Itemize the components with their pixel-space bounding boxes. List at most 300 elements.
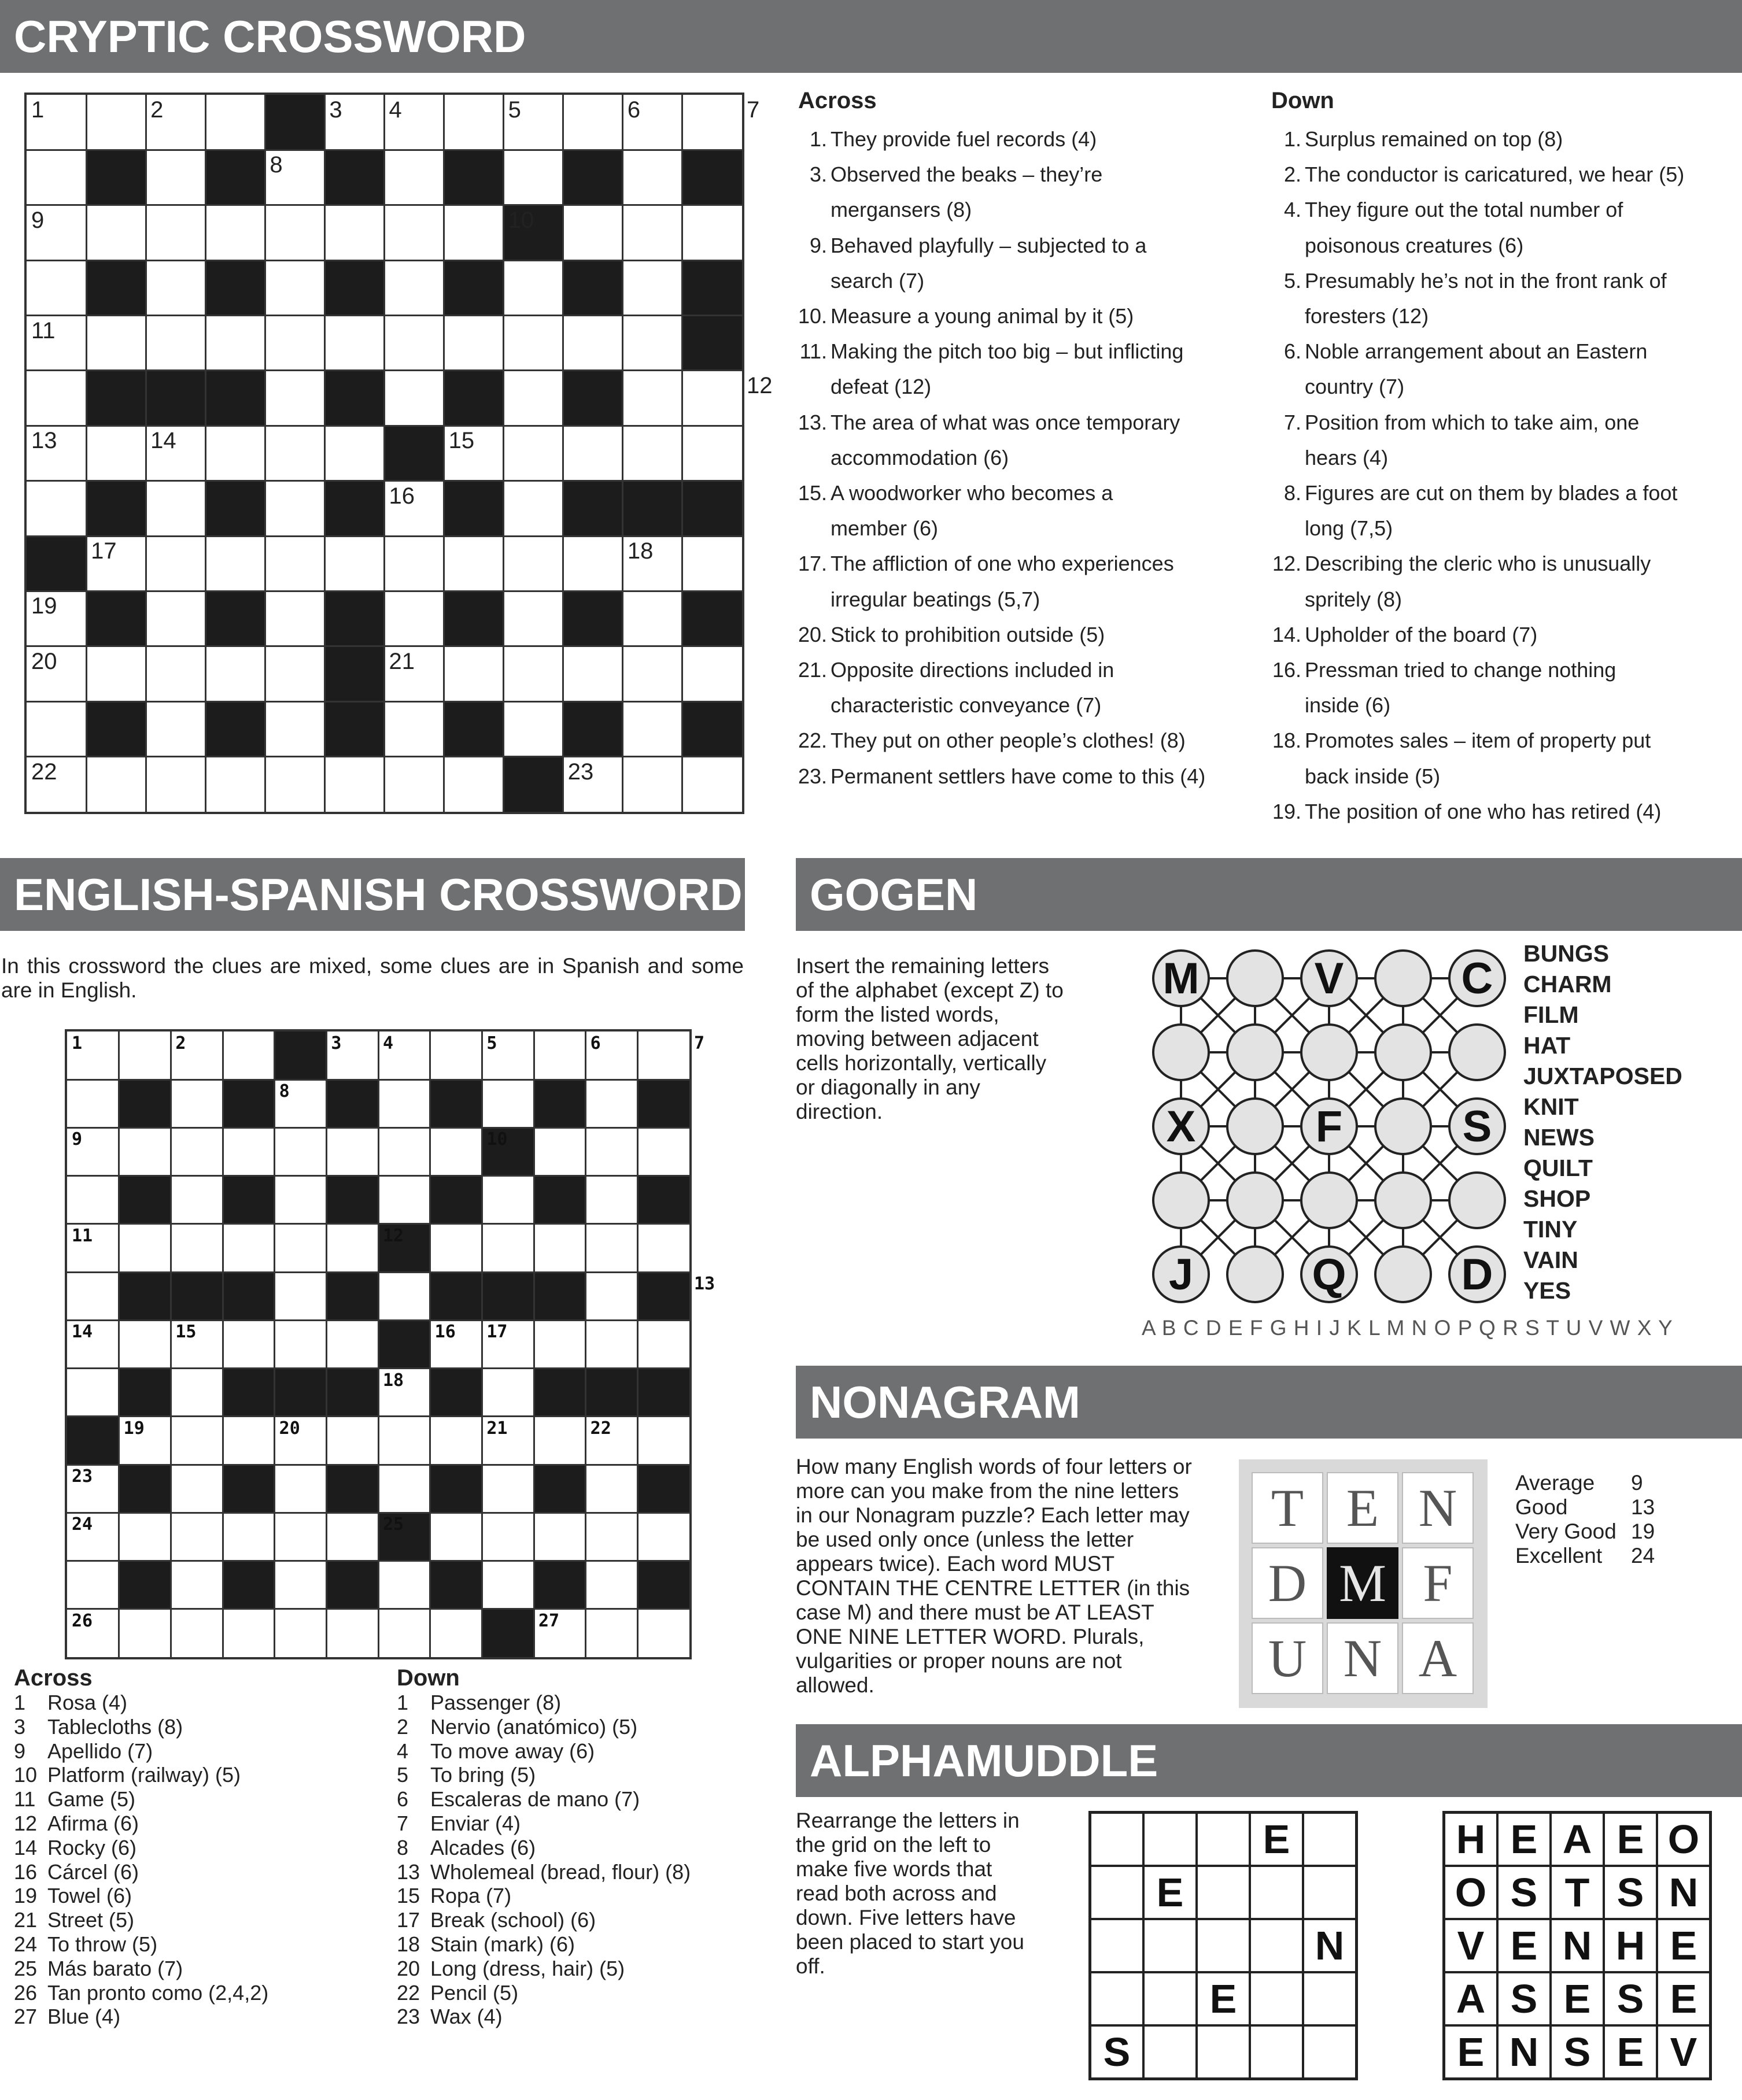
gogen-cell[interactable] xyxy=(1374,1023,1432,1081)
cryptic-cell[interactable] xyxy=(265,646,325,702)
spanish-black-cell xyxy=(637,1079,689,1128)
cryptic-cell[interactable] xyxy=(563,536,623,591)
spanish-cell[interactable] xyxy=(378,1465,430,1513)
cryptic-across-clue-num: 3. xyxy=(809,162,827,187)
spanish-cell[interactable] xyxy=(326,1320,378,1369)
spanish-cell[interactable] xyxy=(430,1417,482,1465)
cryptic-clue-number: 15 xyxy=(448,428,475,454)
spanish-cell[interactable] xyxy=(430,1031,482,1080)
cryptic-down-clue-num: 7. xyxy=(1283,410,1301,434)
cryptic-cell[interactable] xyxy=(86,205,146,261)
spanish-cell[interactable] xyxy=(275,1561,327,1610)
spanish-cell[interactable] xyxy=(67,1561,119,1610)
cryptic-cell[interactable] xyxy=(444,95,504,150)
cryptic-cell[interactable] xyxy=(385,150,445,205)
spanish-cell[interactable] xyxy=(586,1561,638,1610)
spanish-cell[interactable] xyxy=(378,1272,430,1321)
cryptic-cell[interactable] xyxy=(563,316,623,371)
cryptic-down-clue-num: 12. xyxy=(1272,552,1301,576)
gogen-cell[interactable] xyxy=(1374,1245,1432,1303)
spanish-title: ENGLISH-SPANISH CROSSWORD xyxy=(14,869,743,920)
spanish-cell[interactable] xyxy=(275,1465,327,1513)
cryptic-cell[interactable] xyxy=(146,481,206,537)
spanish-cell[interactable] xyxy=(275,1127,327,1176)
spanish-cell[interactable] xyxy=(171,1369,223,1417)
spanish-cell[interactable] xyxy=(171,1513,223,1561)
cryptic-black-cell xyxy=(444,701,504,757)
gogen-cell[interactable] xyxy=(1374,949,1432,1007)
cryptic-cell[interactable] xyxy=(682,426,743,481)
cryptic-cell[interactable] xyxy=(504,481,564,537)
cryptic-black-cell xyxy=(563,371,623,426)
cryptic-cell[interactable] xyxy=(146,701,206,757)
cryptic-clue-number: 9 xyxy=(31,207,45,233)
gogen-cell: C xyxy=(1448,949,1506,1007)
spanish-cell[interactable] xyxy=(378,1176,430,1225)
cryptic-down-clue-text: Promotes sales – item of property put xyxy=(1305,729,1651,753)
spanish-cell[interactable] xyxy=(275,1176,327,1225)
cryptic-cell[interactable] xyxy=(265,316,325,371)
cryptic-cell[interactable] xyxy=(146,757,206,812)
spanish-header xyxy=(0,858,745,931)
gogen-cell[interactable] xyxy=(1226,1023,1284,1081)
cryptic-cell[interactable] xyxy=(324,205,385,261)
cryptic-cell[interactable] xyxy=(385,757,445,812)
cryptic-cell[interactable] xyxy=(27,371,87,426)
alphamuddle-left-cell[interactable] xyxy=(1303,2025,1356,2079)
gogen-cell[interactable] xyxy=(1300,1171,1358,1229)
cryptic-cell[interactable] xyxy=(265,481,325,537)
spanish-clue-number: 16 xyxy=(434,1322,456,1343)
spanish-cell[interactable] xyxy=(482,1079,534,1128)
cryptic-cell[interactable] xyxy=(444,205,504,261)
spanish-cell[interactable] xyxy=(275,1609,327,1658)
cryptic-cell[interactable] xyxy=(385,701,445,757)
alphamuddle-left-cell[interactable] xyxy=(1090,1972,1143,2025)
spanish-cell[interactable] xyxy=(482,1176,534,1225)
cryptic-cell[interactable] xyxy=(385,316,445,371)
spanish-black-cell xyxy=(223,1079,275,1128)
cryptic-down-clue-text: The conductor is caricatured, we hear (5) xyxy=(1305,162,1685,187)
spanish-cell[interactable] xyxy=(534,1224,586,1273)
cryptic-cell[interactable] xyxy=(504,591,564,646)
cryptic-cell[interactable] xyxy=(205,536,265,591)
spanish-cell[interactable] xyxy=(223,1513,275,1561)
gogen-cell[interactable] xyxy=(1374,1097,1432,1155)
cryptic-down-clue-text: back inside (5) xyxy=(1305,764,1441,788)
spanish-black-cell xyxy=(326,1176,378,1225)
nonagram-score-row xyxy=(1515,1471,1666,1495)
alphamuddle-right-cell: E xyxy=(1604,2025,1657,2079)
cryptic-cell[interactable] xyxy=(623,646,683,702)
spanish-across-clue-num: 9 xyxy=(14,1739,26,1763)
spanish-cell[interactable] xyxy=(67,1176,119,1225)
spanish-clue-number: 27 xyxy=(538,1610,560,1631)
cryptic-cell[interactable] xyxy=(682,205,743,261)
spanish-cell[interactable] xyxy=(586,1127,638,1176)
cryptic-down-clue-num: 16. xyxy=(1272,658,1301,682)
cryptic-black-cell xyxy=(682,591,743,646)
gogen-cell[interactable] xyxy=(1448,1171,1506,1229)
gogen-cell[interactable] xyxy=(1226,1171,1284,1229)
spanish-cell[interactable] xyxy=(119,1320,171,1369)
cryptic-cell[interactable] xyxy=(563,95,623,150)
spanish-down-clue-num: 8 xyxy=(397,1835,409,1859)
spanish-grid-line xyxy=(67,1464,689,1466)
spanish-cell[interactable] xyxy=(378,1127,430,1176)
cryptic-cell[interactable] xyxy=(623,150,683,205)
gogen-cell[interactable] xyxy=(1300,1023,1358,1081)
cryptic-cell[interactable] xyxy=(86,316,146,371)
spanish-cell[interactable] xyxy=(586,1513,638,1561)
spanish-cell[interactable] xyxy=(637,1320,689,1369)
cryptic-cell[interactable] xyxy=(265,260,325,316)
alphamuddle-left-cell[interactable] xyxy=(1303,1813,1356,1866)
spanish-cell[interactable] xyxy=(586,1609,638,1658)
cryptic-cell[interactable] xyxy=(444,757,504,812)
cryptic-cell[interactable] xyxy=(146,536,206,591)
cryptic-cell[interactable] xyxy=(265,536,325,591)
cryptic-down-clue-text: Position from which to take aim, one xyxy=(1305,410,1640,434)
spanish-cell[interactable] xyxy=(482,1465,534,1513)
cryptic-cell[interactable] xyxy=(563,646,623,702)
spanish-cell[interactable] xyxy=(119,1127,171,1176)
cryptic-down-clue-text: The position of one who has retired (4) xyxy=(1305,799,1662,823)
gogen-cell[interactable] xyxy=(1152,1171,1210,1229)
spanish-black-cell xyxy=(223,1176,275,1225)
cryptic-across-clue xyxy=(794,723,1245,759)
spanish-cell[interactable] xyxy=(586,1079,638,1128)
gogen-cell[interactable] xyxy=(1226,1097,1284,1155)
spanish-cell[interactable] xyxy=(171,1224,223,1273)
spanish-cell[interactable] xyxy=(119,1224,171,1273)
cryptic-cell[interactable] xyxy=(205,757,265,812)
spanish-cell[interactable] xyxy=(378,1561,430,1610)
cryptic-grid-line xyxy=(27,369,742,371)
alphamuddle-left-cell[interactable] xyxy=(1197,2025,1250,2079)
spanish-cell[interactable] xyxy=(223,1320,275,1369)
alphamuddle-left-cell[interactable] xyxy=(1303,1866,1356,1919)
spanish-cell[interactable] xyxy=(67,1079,119,1128)
cryptic-cell[interactable] xyxy=(146,591,206,646)
cryptic-cell[interactable] xyxy=(504,536,564,591)
spanish-cell[interactable] xyxy=(534,1320,586,1369)
cryptic-cell[interactable] xyxy=(146,316,206,371)
spanish-cell[interactable] xyxy=(586,1176,638,1225)
cryptic-cell[interactable] xyxy=(86,757,146,812)
spanish-cell[interactable] xyxy=(223,1127,275,1176)
gogen-cell[interactable] xyxy=(1226,949,1284,1007)
cryptic-cell[interactable] xyxy=(444,536,504,591)
cryptic-across-clue-num: 21. xyxy=(798,658,827,682)
gogen-word: YES xyxy=(1523,1277,1571,1304)
alphamuddle-left-cell[interactable] xyxy=(1250,1866,1303,1919)
cryptic-cell[interactable] xyxy=(623,426,683,481)
cryptic-cell[interactable] xyxy=(27,701,87,757)
spanish-cell[interactable] xyxy=(637,1417,689,1465)
spanish-cell[interactable] xyxy=(275,1513,327,1561)
spanish-cell[interactable] xyxy=(326,1417,378,1465)
gogen-cell[interactable] xyxy=(1374,1171,1432,1229)
cryptic-cell[interactable] xyxy=(623,591,683,646)
spanish-down-clue-num: 6 xyxy=(397,1787,409,1811)
spanish-cell[interactable] xyxy=(637,1513,689,1561)
spanish-cell[interactable] xyxy=(586,1320,638,1369)
spanish-cell[interactable] xyxy=(275,1320,327,1369)
cryptic-cell[interactable] xyxy=(623,757,683,812)
cryptic-grid-line xyxy=(443,95,445,812)
alphamuddle-right-cell: E xyxy=(1657,1972,1710,2025)
cryptic-cell[interactable] xyxy=(682,757,743,812)
cryptic-cell[interactable] xyxy=(563,426,623,481)
spanish-across-clue-text: Apellido (7) xyxy=(47,1739,153,1763)
cryptic-down-clue xyxy=(1268,687,1736,723)
spanish-black-cell xyxy=(637,1561,689,1610)
cryptic-down-clue xyxy=(1268,192,1736,228)
spanish-grid-line xyxy=(67,1079,689,1081)
spanish-clue-number: 21 xyxy=(486,1418,508,1439)
alphamuddle-left-cell[interactable] xyxy=(1143,2025,1197,2079)
cryptic-black-cell xyxy=(385,426,445,481)
spanish-cell[interactable] xyxy=(482,1369,534,1417)
cryptic-cell[interactable] xyxy=(504,701,564,757)
spanish-cell[interactable] xyxy=(430,1609,482,1658)
cryptic-cell[interactable] xyxy=(504,426,564,481)
cryptic-cell[interactable] xyxy=(504,260,564,316)
spanish-cell[interactable] xyxy=(67,1369,119,1417)
cryptic-cell[interactable] xyxy=(504,646,564,702)
spanish-down-clue-text: Pencil (5) xyxy=(430,1980,519,2005)
spanish-across-clue-num: 26 xyxy=(14,1980,38,2005)
cryptic-black-cell xyxy=(205,260,265,316)
cryptic-cell[interactable] xyxy=(27,150,87,205)
spanish-cell[interactable] xyxy=(534,1513,586,1561)
cryptic-cell[interactable] xyxy=(265,701,325,757)
spanish-down-clue-text: Break (school) (6) xyxy=(430,1908,596,1932)
spanish-cell[interactable] xyxy=(223,1609,275,1658)
cryptic-across-clue xyxy=(794,440,1245,476)
cryptic-cell[interactable] xyxy=(86,95,146,150)
cryptic-across-clue-text: Stick to prohibition outside (5) xyxy=(831,622,1105,646)
cryptic-cell[interactable] xyxy=(682,95,743,150)
spanish-cell[interactable] xyxy=(586,1272,638,1321)
alphamuddle-left-cell[interactable] xyxy=(1143,1972,1197,2025)
spanish-cell[interactable] xyxy=(171,1465,223,1513)
spanish-black-cell xyxy=(326,1079,378,1128)
alphamuddle-left-cell[interactable] xyxy=(1090,1866,1143,1919)
spanish-cell[interactable] xyxy=(119,1609,171,1658)
cryptic-black-cell xyxy=(324,371,385,426)
alphamuddle-left-cell[interactable] xyxy=(1143,1813,1197,1866)
cryptic-cell[interactable] xyxy=(205,95,265,150)
alphamuddle-left-cell[interactable] xyxy=(1090,1813,1143,1866)
spanish-cell[interactable] xyxy=(482,1561,534,1610)
cryptic-clue-number: 17 xyxy=(91,538,117,564)
alphamuddle-left-cell[interactable] xyxy=(1250,1919,1303,1972)
cryptic-cell[interactable] xyxy=(682,536,743,591)
cryptic-cell[interactable] xyxy=(86,426,146,481)
alphamuddle-left-cell[interactable] xyxy=(1250,1972,1303,2025)
spanish-black-cell xyxy=(326,1369,378,1417)
spanish-cell[interactable] xyxy=(637,1224,689,1273)
cryptic-cell[interactable] xyxy=(205,316,265,371)
cryptic-cell[interactable] xyxy=(205,646,265,702)
cryptic-cell[interactable] xyxy=(324,426,385,481)
spanish-cell[interactable] xyxy=(482,1513,534,1561)
spanish-cell[interactable] xyxy=(326,1127,378,1176)
spanish-cell[interactable] xyxy=(586,1224,638,1273)
cryptic-cell[interactable] xyxy=(682,371,743,426)
cryptic-cell[interactable] xyxy=(265,426,325,481)
spanish-grid-line xyxy=(326,1031,327,1657)
spanish-cell[interactable] xyxy=(534,1417,586,1465)
cryptic-cell[interactable] xyxy=(385,591,445,646)
spanish-cell[interactable] xyxy=(171,1609,223,1658)
cryptic-cell[interactable] xyxy=(623,205,683,261)
alphamuddle-left-cell[interactable] xyxy=(1197,1866,1250,1919)
gogen-cell[interactable] xyxy=(1226,1245,1284,1303)
alphamuddle-left-cell[interactable] xyxy=(1197,1813,1250,1866)
alphamuddle-left-cell: E xyxy=(1143,1866,1197,1919)
cryptic-down-clue-num: 6. xyxy=(1283,339,1301,364)
cryptic-cell[interactable] xyxy=(324,316,385,371)
alphamuddle-right-cell: N xyxy=(1551,1919,1604,1972)
spanish-cell[interactable] xyxy=(119,1513,171,1561)
cryptic-cell[interactable] xyxy=(205,205,265,261)
cryptic-cell[interactable] xyxy=(265,371,325,426)
cryptic-cell[interactable] xyxy=(682,646,743,702)
nonagram-score-value: 13 xyxy=(1631,1495,1655,1519)
cryptic-down-clue-text: Noble arrangement about an Eastern xyxy=(1305,339,1648,364)
alphamuddle-left-cell[interactable] xyxy=(1250,2025,1303,2079)
cryptic-down-clue-text: spritely (8) xyxy=(1305,587,1403,611)
spanish-cell[interactable] xyxy=(378,1609,430,1658)
cryptic-down-clue-text: Pressman tried to change nothing xyxy=(1305,658,1616,682)
alphamuddle-instructions: Rearrange the letters in the grid on the left to make five words that read both across and down. Five letters have been placed to start you off. xyxy=(796,1809,1024,1978)
alphamuddle-left-cell[interactable] xyxy=(1143,1919,1197,1972)
alphamuddle-left-cell[interactable] xyxy=(1090,1919,1143,1972)
nonagram-header xyxy=(796,1366,1742,1439)
spanish-cell[interactable] xyxy=(378,1079,430,1128)
spanish-cell[interactable] xyxy=(534,1031,586,1080)
cryptic-down-clue xyxy=(1268,546,1736,582)
cryptic-cell[interactable] xyxy=(265,205,325,261)
cryptic-cell[interactable] xyxy=(324,536,385,591)
cryptic-across-clue-text: characteristic conveyance (7) xyxy=(831,693,1102,718)
spanish-down-clue xyxy=(397,1787,767,1811)
cryptic-grid-line xyxy=(27,425,742,427)
spanish-cell[interactable] xyxy=(430,1224,482,1273)
cryptic-cell[interactable] xyxy=(205,426,265,481)
cryptic-cell[interactable] xyxy=(444,646,504,702)
cryptic-cell[interactable] xyxy=(146,260,206,316)
cryptic-grid xyxy=(24,93,773,814)
spanish-cell[interactable] xyxy=(119,1031,171,1080)
spanish-cell[interactable] xyxy=(67,1272,119,1321)
alphamuddle-left-cell[interactable] xyxy=(1303,1972,1356,2025)
cryptic-cell[interactable] xyxy=(385,536,445,591)
gogen-cell[interactable] xyxy=(1448,1023,1506,1081)
spanish-grid-line xyxy=(481,1031,483,1657)
spanish-cell[interactable] xyxy=(171,1079,223,1128)
cryptic-across-clue xyxy=(794,405,1245,441)
spanish-cell[interactable] xyxy=(430,1127,482,1176)
cryptic-cell[interactable] xyxy=(504,371,564,426)
gogen-word-list xyxy=(1523,938,1682,1306)
cryptic-black-cell xyxy=(444,481,504,537)
spanish-clue-number: 2 xyxy=(175,1033,186,1053)
gogen-cell[interactable] xyxy=(1152,1023,1210,1081)
spanish-down-clue xyxy=(397,1811,767,1836)
spanish-cell[interactable] xyxy=(223,1031,275,1080)
cryptic-down-clue xyxy=(1268,157,1736,193)
spanish-cell[interactable] xyxy=(223,1417,275,1465)
cryptic-cell[interactable] xyxy=(324,757,385,812)
spanish-cell[interactable] xyxy=(326,1224,378,1273)
cryptic-clue-number: 7 xyxy=(747,97,760,123)
spanish-cell[interactable] xyxy=(430,1513,482,1561)
cryptic-down-clue xyxy=(1268,298,1736,334)
cryptic-cell[interactable] xyxy=(385,205,445,261)
cryptic-cell[interactable] xyxy=(146,150,206,205)
spanish-cell[interactable] xyxy=(637,1609,689,1658)
cryptic-cell[interactable] xyxy=(27,260,87,316)
cryptic-grid-line xyxy=(27,149,742,151)
cryptic-cell[interactable] xyxy=(265,591,325,646)
cryptic-cell[interactable] xyxy=(86,646,146,702)
cryptic-cell[interactable] xyxy=(623,260,683,316)
spanish-clue-number: 14 xyxy=(72,1322,93,1343)
spanish-black-cell xyxy=(637,1176,689,1225)
spanish-cell[interactable] xyxy=(275,1272,327,1321)
spanish-cell[interactable] xyxy=(171,1417,223,1465)
cryptic-cell[interactable] xyxy=(623,316,683,371)
cryptic-grid-line xyxy=(27,204,742,206)
cryptic-cell[interactable] xyxy=(504,316,564,371)
cryptic-cell[interactable] xyxy=(146,646,206,702)
cryptic-cell[interactable] xyxy=(265,757,325,812)
spanish-cell[interactable] xyxy=(637,1127,689,1176)
spanish-cell[interactable] xyxy=(378,1417,430,1465)
spanish-cell[interactable] xyxy=(171,1176,223,1225)
cryptic-cell[interactable] xyxy=(146,205,206,261)
spanish-cell[interactable] xyxy=(534,1127,586,1176)
spanish-cell[interactable] xyxy=(171,1561,223,1610)
cryptic-cell[interactable] xyxy=(27,481,87,537)
cryptic-black-cell xyxy=(205,591,265,646)
spanish-cell[interactable] xyxy=(223,1224,275,1273)
spanish-cell[interactable] xyxy=(171,1127,223,1176)
spanish-cell[interactable] xyxy=(275,1224,327,1273)
spanish-cell[interactable] xyxy=(326,1513,378,1561)
cryptic-black-cell xyxy=(324,701,385,757)
cryptic-cell[interactable] xyxy=(444,316,504,371)
spanish-cell[interactable] xyxy=(326,1609,378,1658)
cryptic-cell[interactable] xyxy=(385,260,445,316)
cryptic-cell[interactable] xyxy=(563,205,623,261)
cryptic-cell[interactable] xyxy=(385,371,445,426)
spanish-cell[interactable] xyxy=(637,1031,689,1080)
cryptic-cell[interactable] xyxy=(504,150,564,205)
cryptic-cell[interactable] xyxy=(623,371,683,426)
alphamuddle-left-cell[interactable] xyxy=(1197,1919,1250,1972)
spanish-across-clue xyxy=(14,1691,384,1715)
spanish-cell[interactable] xyxy=(586,1465,638,1513)
cryptic-down-clue-num: 5. xyxy=(1283,268,1301,293)
spanish-black-cell xyxy=(223,1369,275,1417)
cryptic-cell[interactable] xyxy=(623,701,683,757)
spanish-cell[interactable] xyxy=(482,1224,534,1273)
